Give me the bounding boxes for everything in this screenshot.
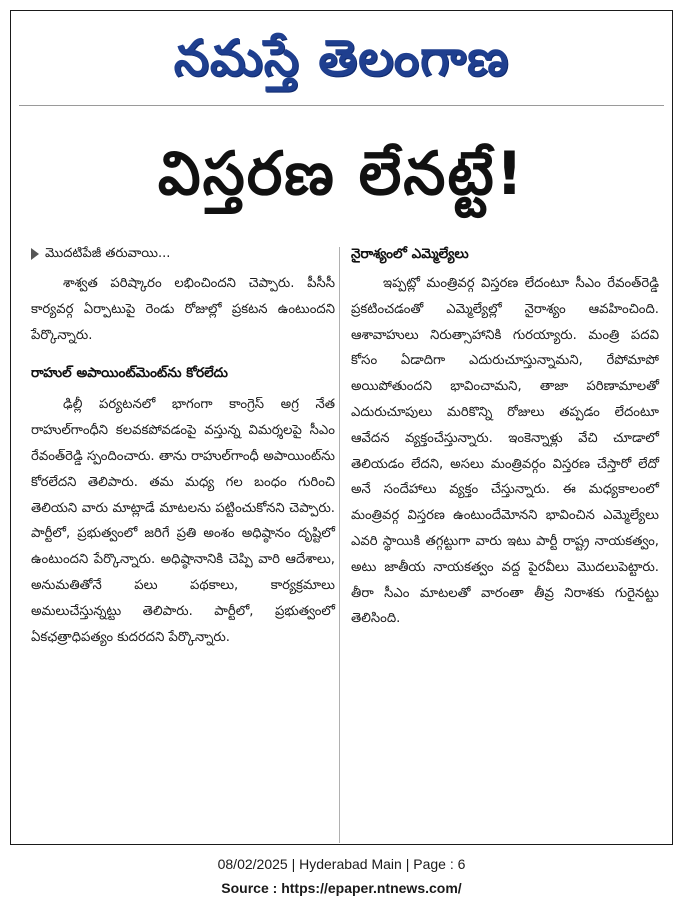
masthead-rule [19,105,664,106]
clipping-frame [10,10,673,845]
headline: విస్తరణ లేనట్టే! [157,139,526,209]
footer-date-edition: 08/02/2025 | Hyderabad Main | Page : 6 [217,856,466,872]
continued-label: మొదటిపేజీ తరువాయి... [45,246,171,261]
left-column [31,243,335,650]
left-paragraph-1: శాశ్వత పరిష్కారం లభించిందని చెప్పారు. పీసీసీ కార్యవర్గ ఏర్పాటుపై రెండు రోజుల్లో ప్రకటన ఉంటుందని పేర్కొన్నారు. [31,276,335,343]
column-divider [339,247,340,843]
footer-source: Source : https://epaper.ntnews.com/ [221,880,462,896]
masthead-logo [11,15,672,101]
continued-arrow-icon [31,248,39,260]
continued-marker [31,243,335,265]
right-subheading: నైరాశ్యంలో ఎమ్మెల్యేలు [351,246,469,262]
right-column [351,243,659,632]
left-subheading: రాహుల్ అపాయింట్‌మెంట్‌ను కోరలేదు [31,365,228,382]
left-paragraph-2: ఢిల్లీ పర్యటనలో భాగంగా కాంగ్రెస్ అగ్ర నేత రాహుల్‌గాంధీని కలవకపోవడంపై వస్తున్న విమర్శలపై సీఎం రేవంత్‌రెడ్డి స్పందించారు. తాను రాహుల్‌గాంధీ అపాయింట్‌ను కోరలేదని తెలిపారు. తమ మధ్య గల బంధం గురించి తెలియని వారు మాట్లాడే మాటలను పట్టించుకోనని చెప్పారు. పార్టీలో, ప్రభుత్వంలో జరిగే ప్రతి అంశం అధిష్ఠానం దృష్టిలో ఉంటుందని పేర్కొన్నారు. అధిష్ఠానానికి చెప్పి వారి ఆదేశాలు, అనుమతితోనే పలు పథకాలు, కార్యక్రమాలు అమలుచేస్తున్నట్టు తెలిపారు. పార్టీలో, ప్రభుత్వంలో ఏకఛత్రాధిపత్యం కుదరదని పేర్కొన్నారు. [31,397,335,645]
right-paragraph-1: ఇప్పట్లో మంత్రివర్గ విస్తరణ లేదంటూ సీఎం రేవంత్‌రెడ్డి ప్రకటించడంతో ఎమ్మెల్యేల్లో నైరాశ్యం ఆవహించింది. ఆశావాహులు నిరుత్సాహానికి గురయ్యారు. మంత్రి పదవి కోసం ఏడాదిగా ఎదురుచూస్తున్నామని, రేపోమాపో అయిపోతుందని భావించామని, తాజా పరిణామాలతో ఎదురుచూపులు మరికొన్ని రోజులు తప్పడం లేదంటూ ఆవేదన వ్యక్తంచేస్తున్నారు. ఇంకెన్నాళ్లు వేచి చూడాలో తెలియడం లేదని, అసలు మంత్రివర్గం విస్తరణ చేస్తారో లేదో అనే సందేహాలు వ్యక్తం చేస్తున్నారు. ఈ మధ్యకాలంలో మంత్రివర్గ విస్తరణ ఉంటుందేమోనని భావించిన ఎమ్మెల్యేలు ఎవరి స్థాయికి తగ్గట్టుగా వారు ఇటు పార్టీ రాష్ట్ర నాయకత్వం, అటు జాతీయ నాయకత్వం వద్ద పైరవీలు మొదలుపెట్టారు. తీరా సీఎం మాటలతో వారంతా తీవ్ర నిరాశకు గురైనట్టు తెలిసింది. [351,276,659,627]
masthead-title: నమస్తే తెలంగాణ [173,29,510,87]
